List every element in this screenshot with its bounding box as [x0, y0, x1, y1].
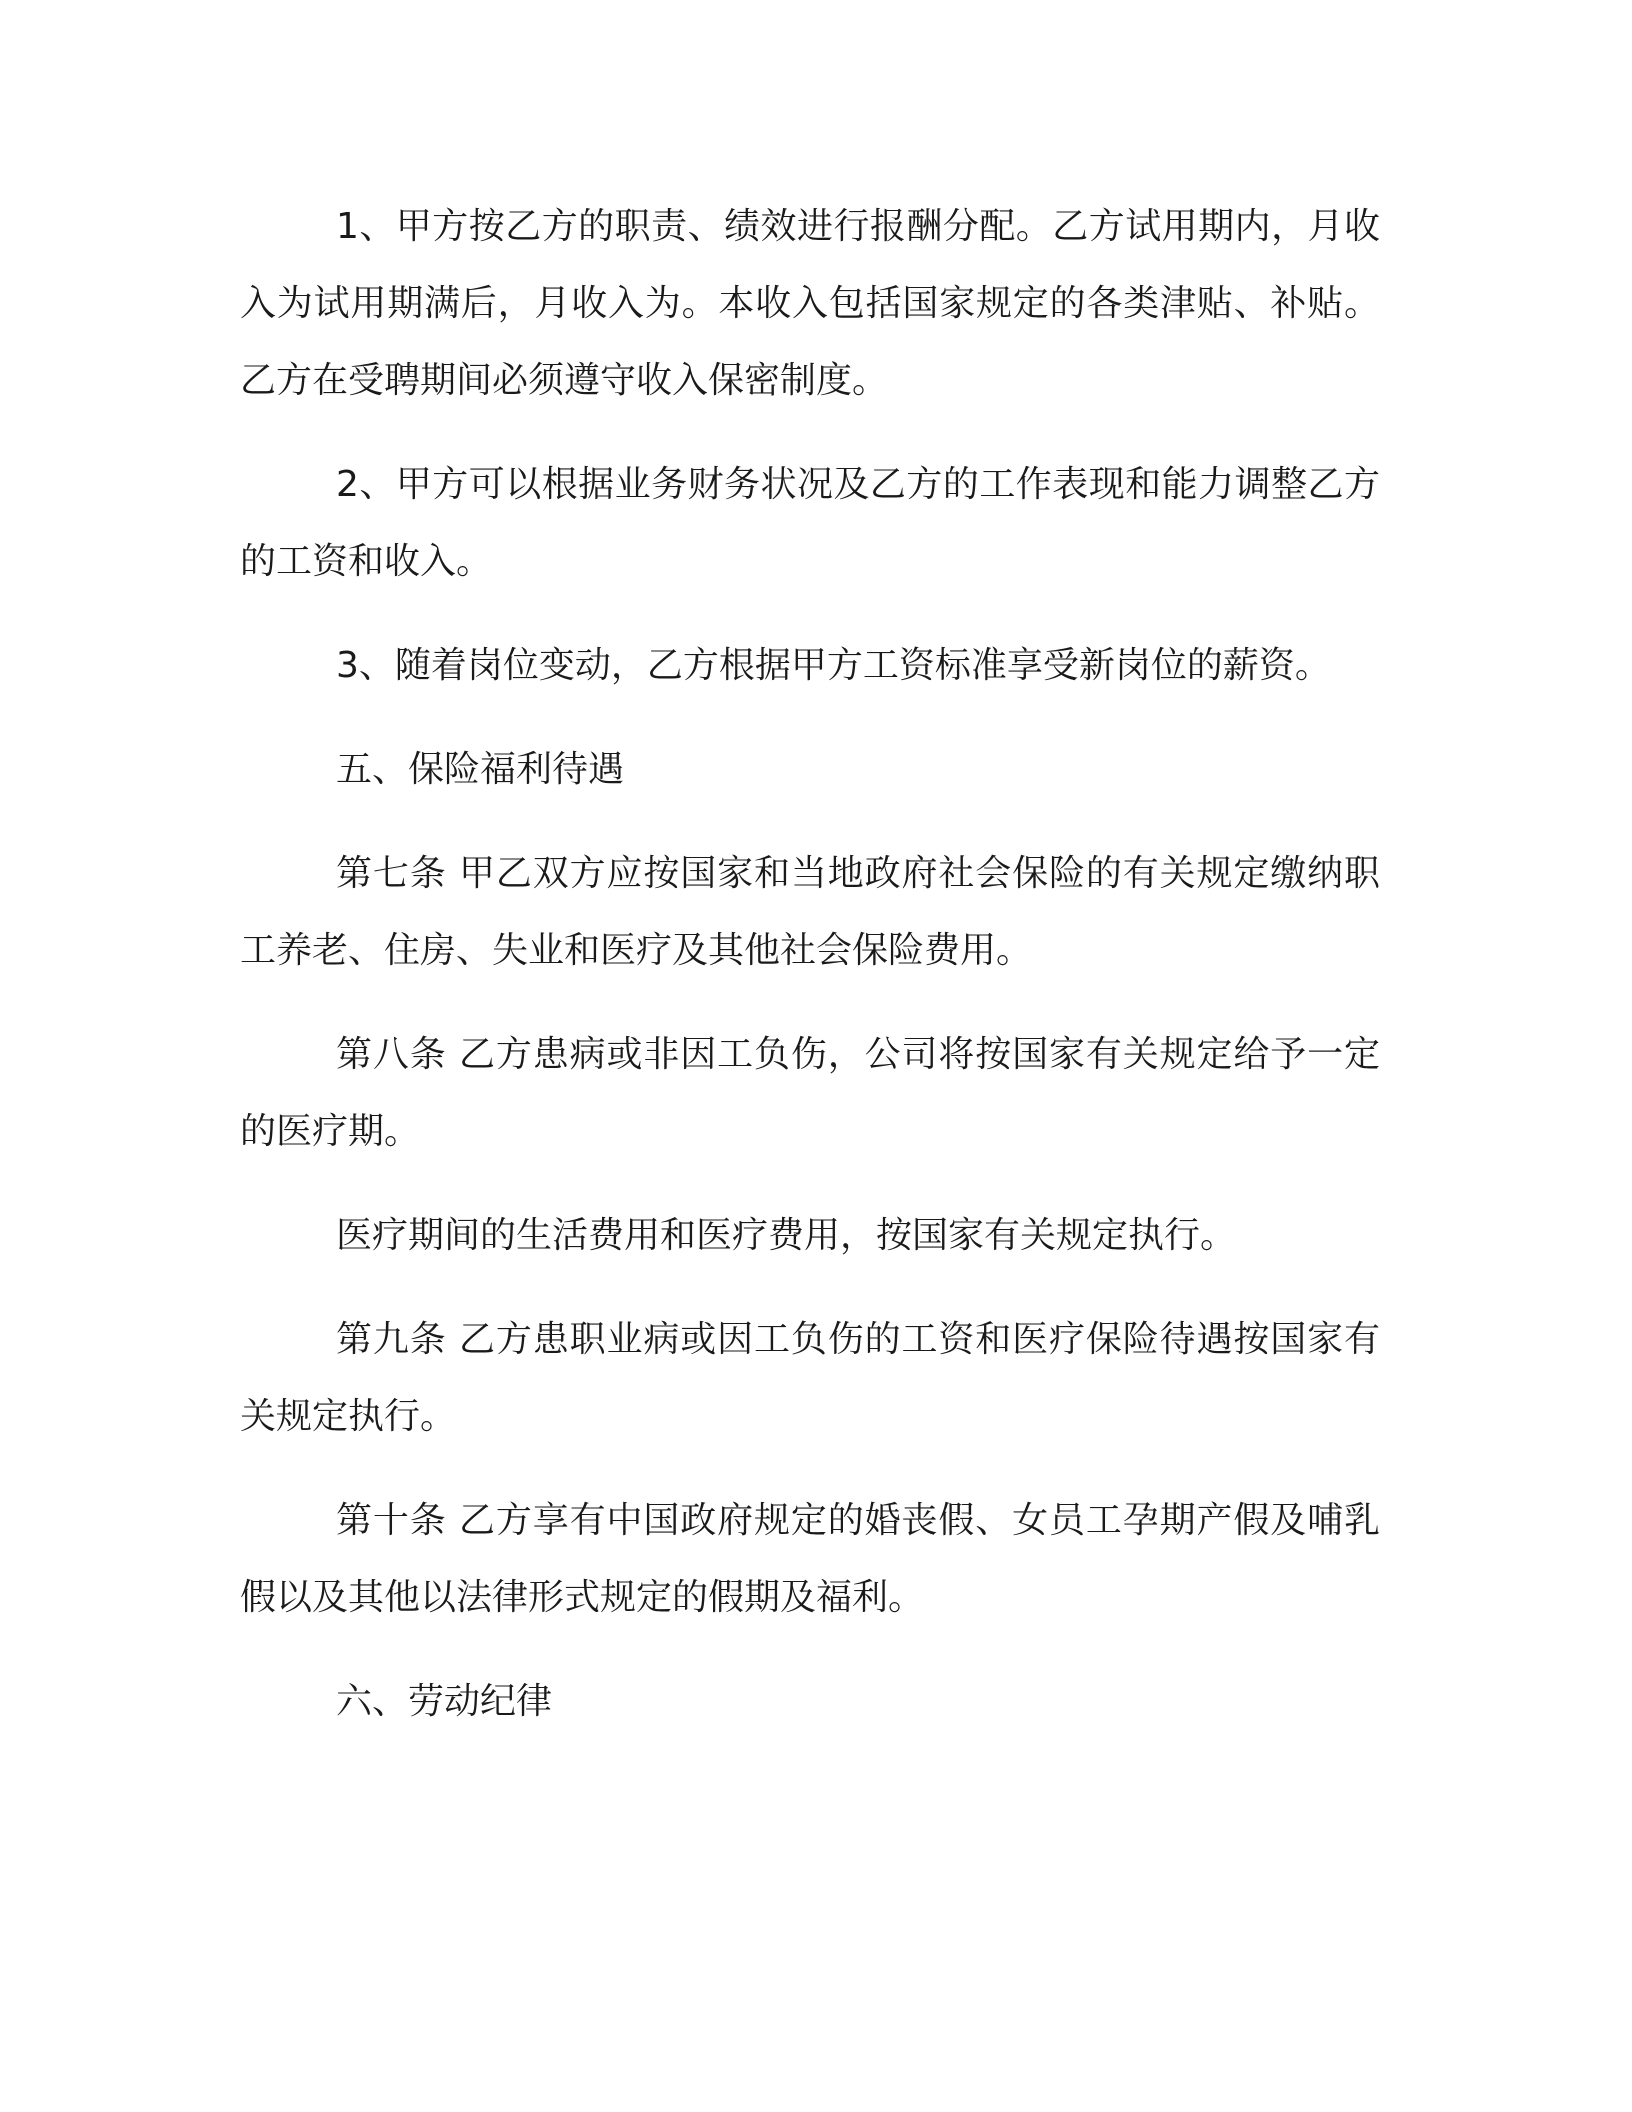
paragraph-salary-adjustment: 2、甲方可以根据业务财务状况及乙方的工作表现和能力调整乙方的工资和收入。 [240, 464, 1380, 582]
paragraph-position-change: 3、随着岗位变动，乙方根据甲方工资标准享受新岗位的薪资。 [336, 645, 1331, 686]
paragraph-salary-distribution: 1、甲方按乙方的职责、绩效进行报酬分配。乙方试用期内，月收入为试用期满后，月收入为。本收入包括国家规定的各类津贴、补贴。乙方在受聘期间必须遵守收入保密制度。 [240, 206, 1380, 401]
article-7: 第七条 甲乙双方应按国家和当地政府社会保险的有关规定缴纳职工养老、住房、失业和医疗及其他社会保险费用。 [240, 853, 1380, 971]
section-heading-discipline: 六、劳动纪律 [336, 1681, 553, 1722]
section-heading-insurance: 五、保险福利待遇 [336, 749, 625, 790]
article-9: 第九条 乙方患职业病或因工负伤的工资和医疗保险待遇按国家有关规定执行。 [240, 1319, 1380, 1437]
article-10: 第十条 乙方享有中国政府规定的婚丧假、女员工孕期产假及哺乳假以及其他以法律形式规定的假期及福利。 [240, 1500, 1380, 1618]
paragraph-medical-expenses: 医疗期间的生活费用和医疗费用，按国家有关规定执行。 [336, 1215, 1237, 1256]
article-8: 第八条 乙方患病或非因工负伤，公司将按国家有关规定给予一定的医疗期。 [240, 1034, 1380, 1152]
document-body [240, 188, 1380, 1767]
